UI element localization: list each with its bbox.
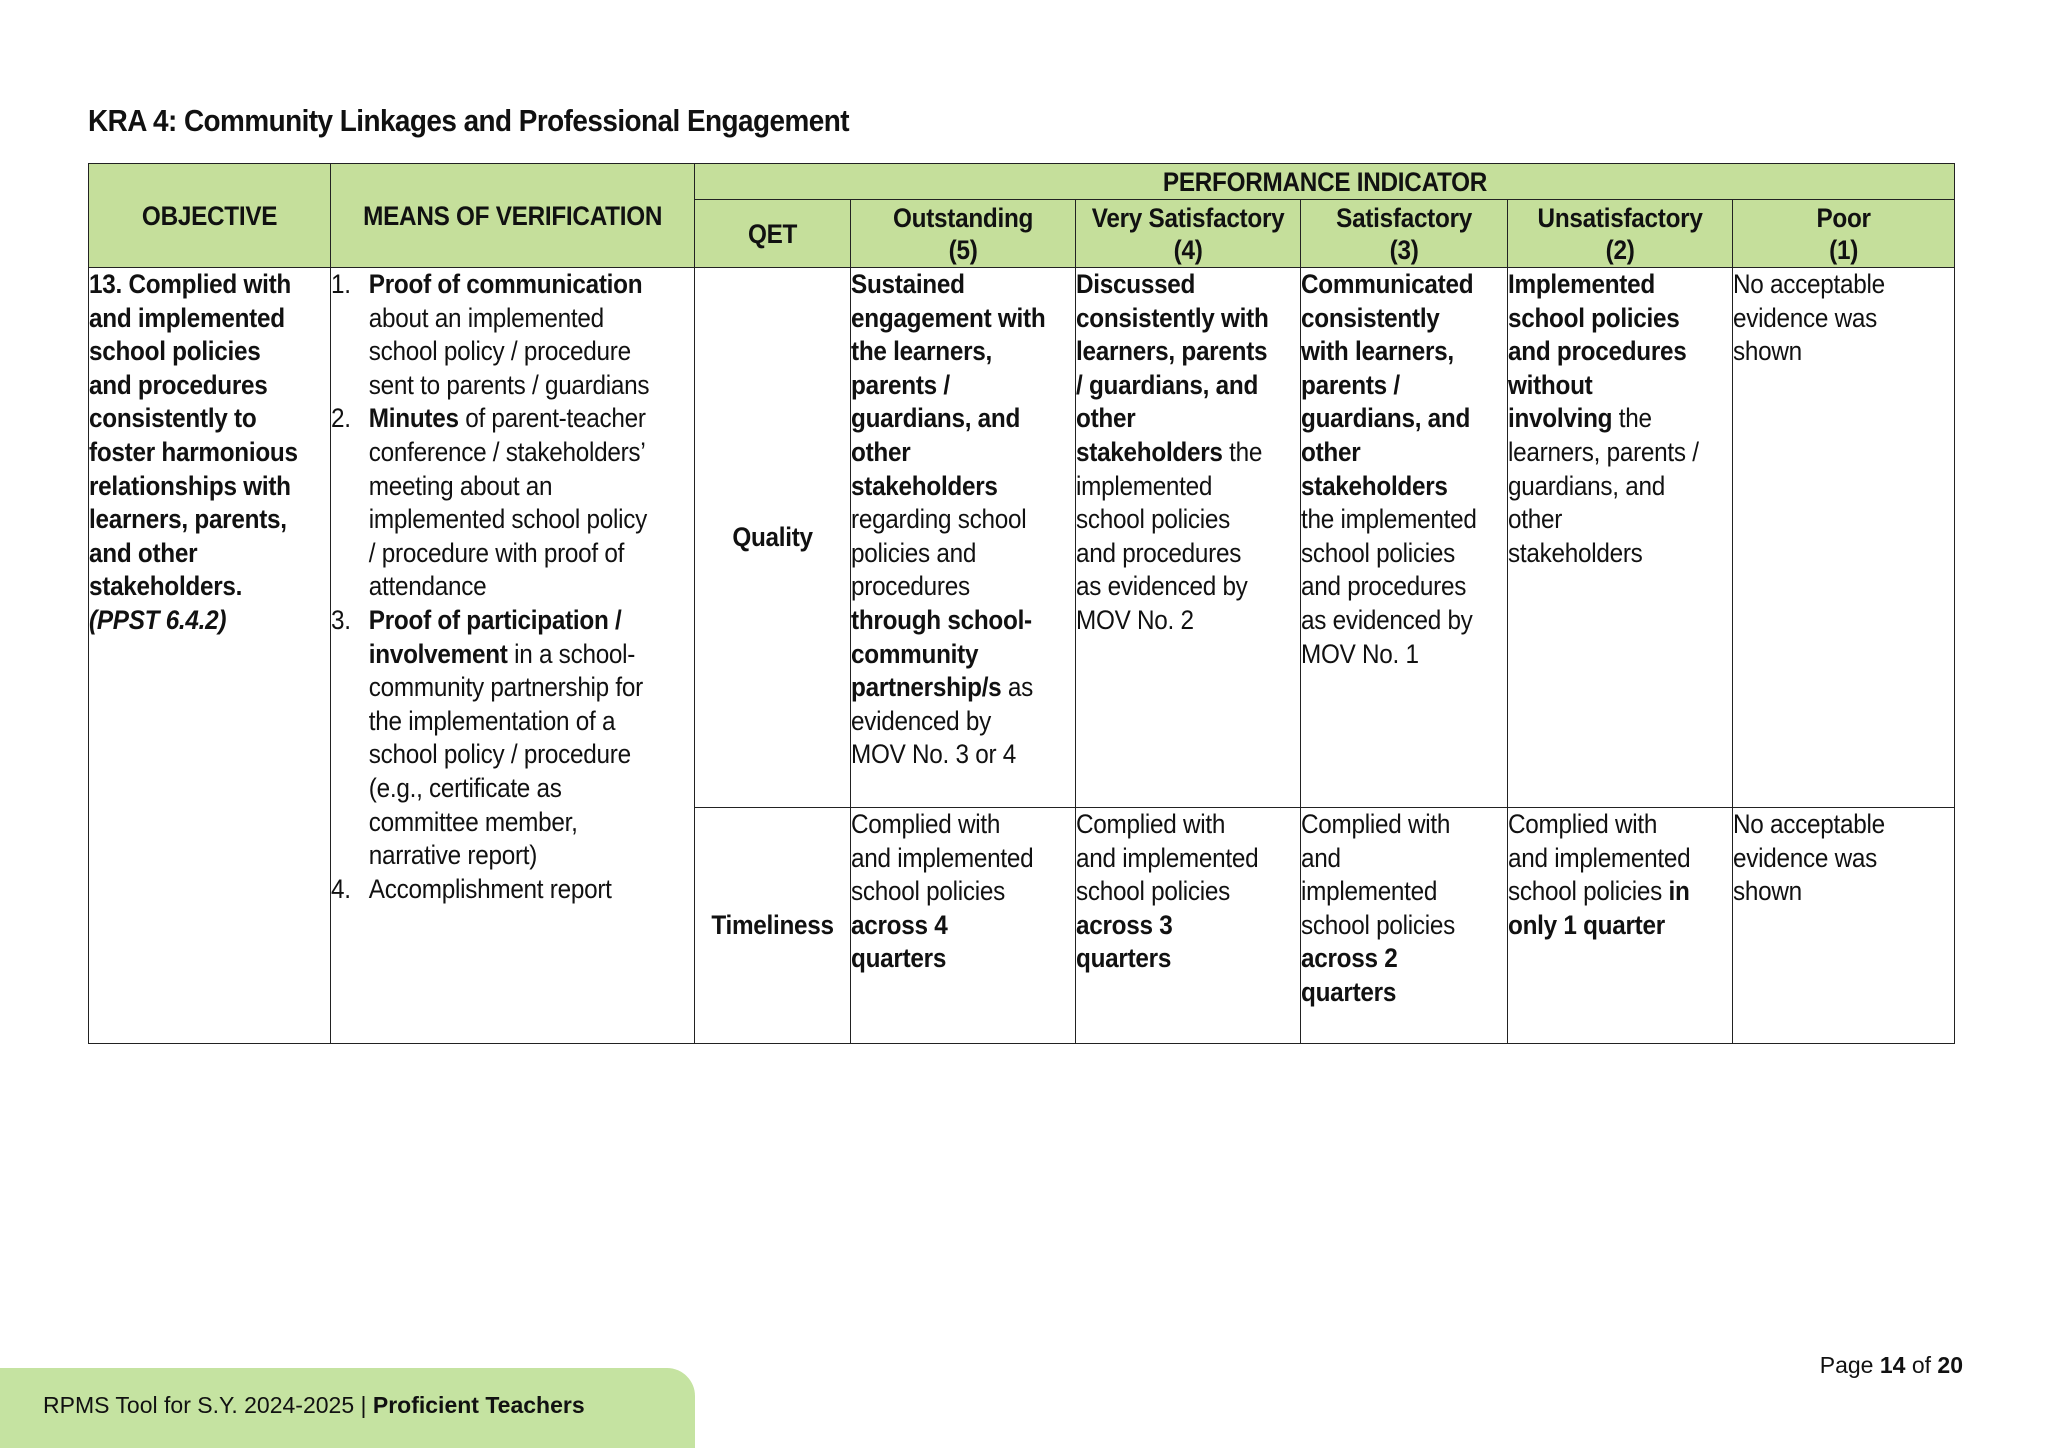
header-level-poor: Poor (1): [1733, 200, 1955, 268]
text-line: the implementation of a: [368, 705, 616, 736]
objective-cell: [89, 268, 331, 1044]
text-line: school policies: [1076, 504, 1230, 535]
text-line: as evidenced by: [1301, 604, 1473, 635]
quality-satisfactory-cell: [1301, 268, 1508, 808]
header-level-very-satisfactory: Very Satisfactory (4): [1076, 200, 1301, 268]
text-line: school policies: [851, 876, 1005, 907]
objective-line: school policies: [89, 336, 261, 367]
objective-line: relationships with: [89, 470, 291, 501]
text-line: and implemented: [1508, 842, 1691, 873]
text-line: school policies in: [1508, 876, 1690, 907]
text-line: and procedures: [1076, 537, 1242, 568]
text-line: school policies: [1301, 537, 1455, 568]
objective-line: and procedures: [89, 369, 268, 400]
objective-ppst-ref: (PPST 6.4.2): [89, 604, 227, 635]
text-line: other: [851, 436, 911, 467]
text-line: MOV No. 2: [1076, 604, 1194, 635]
text-line: with learners,: [1301, 336, 1454, 367]
text-line: school policies: [1076, 876, 1230, 907]
page-total: 20: [1937, 1352, 1963, 1378]
text-line: conference / stakeholders’: [368, 436, 646, 467]
text-line: attendance: [368, 571, 487, 602]
text-line: the learners,: [851, 336, 993, 367]
objective-line: learners, parents,: [89, 504, 287, 535]
text-line: Communicated: [1301, 269, 1474, 299]
text-line: narrative report): [368, 840, 538, 871]
page-current: 14: [1879, 1352, 1906, 1378]
text-line: quarters: [851, 943, 947, 974]
mov-item-text: [369, 402, 647, 604]
text-line: community: [851, 638, 979, 669]
text-line: school policies: [1301, 909, 1455, 940]
objective-line: stakeholders.: [89, 571, 243, 602]
objective-line: consistently to: [89, 403, 257, 434]
quality-outstanding-cell: [851, 268, 1076, 808]
text-line: MOV No. 1: [1301, 638, 1419, 669]
text-line: consistently: [1301, 302, 1440, 333]
text-line: committee member,: [368, 806, 578, 837]
text-line: school policies: [1508, 302, 1680, 333]
text-line: shown: [1733, 336, 1802, 367]
text-line: evidenced by: [851, 705, 991, 736]
mov-item-text: [369, 873, 612, 907]
text-line: / procedure with proof of: [368, 537, 625, 568]
footer-audience-label: Proficient Teachers: [372, 1392, 585, 1418]
header-means-of-verification: MEANS OF VERIFICATION: [331, 164, 695, 268]
text-line: implemented: [1076, 470, 1213, 501]
rubric-table: [88, 163, 1955, 1044]
mov-item: [331, 873, 694, 907]
text-line: and: [1301, 842, 1341, 873]
text-line: school policy / procedure: [368, 739, 631, 770]
text-line: other: [1076, 403, 1136, 434]
footer-tool-label: RPMS Tool for S.Y. 2024-2025 |: [43, 1392, 373, 1418]
text-line: guardians, and: [1301, 403, 1471, 434]
text-line: Complied with: [1076, 809, 1226, 839]
mov-item-number: 2.: [331, 403, 351, 434]
text-line: stakeholders the: [1076, 436, 1263, 467]
quality-poor-cell: [1733, 268, 1955, 808]
timeliness-very-satisfactory-cell: [1076, 808, 1301, 1044]
text-line: Accomplishment report: [368, 873, 612, 904]
mov-list: [331, 268, 694, 906]
text-line: and implemented: [851, 842, 1034, 873]
text-line: evidence was: [1733, 842, 1877, 873]
text-line: and implemented: [1076, 842, 1259, 873]
objective-text: [89, 268, 330, 604]
header-level-satisfactory: Satisfactory (3): [1301, 200, 1508, 268]
text-line: only 1 quarter: [1508, 909, 1665, 940]
text-line: Minutes of parent-teacher: [368, 403, 646, 434]
text-line: sent to parents / guardians: [368, 369, 650, 400]
text-line: across 4: [851, 909, 948, 940]
text-line: about an implemented: [368, 302, 604, 333]
text-line: shown: [1733, 876, 1802, 907]
quality-very-satisfactory-cell: [1076, 268, 1301, 808]
text-line: (e.g., certificate as: [368, 772, 562, 803]
mov-cell: [331, 268, 695, 1044]
text-line: Implemented: [1508, 269, 1655, 299]
text-line: across 2: [1301, 943, 1398, 974]
kra-title: KRA 4: Community Linkages and Professional Engagement: [88, 103, 849, 138]
text-line: No acceptable: [1733, 809, 1885, 839]
text-line: guardians, and: [1508, 470, 1666, 501]
timeliness-outstanding-cell: [851, 808, 1076, 1044]
timeliness-satisfactory-cell: [1301, 808, 1508, 1044]
qet-timeliness: Timeliness: [695, 808, 851, 1044]
header-qet: QET: [695, 200, 851, 268]
text-line: and procedures: [1508, 336, 1687, 367]
text-line: Complied with: [1301, 809, 1451, 839]
text-line: Complied with: [1508, 809, 1658, 839]
text-line: MOV No. 3 or 4: [851, 739, 1017, 770]
header-performance-indicator: PERFORMANCE INDICATOR: [695, 164, 1955, 200]
text-line: quarters: [1076, 943, 1172, 974]
text-line: across 3: [1076, 909, 1173, 940]
objective-line: and implemented: [89, 302, 285, 333]
page-number: Page 14 of 20: [1819, 1352, 1963, 1378]
text-line: engagement with: [851, 302, 1046, 333]
mov-item: [331, 268, 694, 402]
header-objective: OBJECTIVE: [89, 164, 331, 268]
rubric-table-wrapper: [88, 163, 1955, 1044]
text-line: community partnership for: [368, 672, 643, 703]
header-level-unsatisfactory: Unsatisfactory (2): [1508, 200, 1733, 268]
text-line: the implemented: [1301, 504, 1477, 535]
qet-quality: Quality: [695, 268, 851, 808]
text-line: consistently with: [1076, 302, 1269, 333]
mov-item-text: [369, 268, 649, 402]
text-line: and procedures: [1301, 571, 1467, 602]
text-line: other: [1301, 436, 1361, 467]
text-line: stakeholders: [1508, 537, 1643, 568]
text-line: involving the: [1508, 403, 1652, 434]
mov-item-number: 3.: [331, 604, 351, 635]
text-line: procedures: [851, 571, 970, 602]
timeliness-unsatisfactory-cell: [1508, 808, 1733, 1044]
objective-line: foster harmonious: [89, 436, 298, 467]
mov-item-text: [369, 604, 643, 873]
text-line: learners, parents /: [1508, 436, 1699, 467]
text-line: learners, parents: [1076, 336, 1268, 367]
text-line: policies and: [851, 537, 977, 568]
text-line: / guardians, and: [1076, 369, 1259, 400]
text-line: Proof of communication: [368, 269, 643, 299]
mov-item: [331, 402, 694, 604]
header-level-outstanding: Outstanding (5): [851, 200, 1076, 268]
text-line: involvement in a school-: [368, 638, 636, 669]
text-line: partnership/s as: [851, 672, 1034, 703]
text-line: Sustained: [851, 269, 965, 299]
text-line: parents /: [851, 369, 950, 400]
quality-unsatisfactory-cell: [1508, 268, 1733, 808]
mov-item-number: 1.: [331, 269, 351, 299]
text-line: implemented school policy: [368, 504, 648, 535]
text-line: school policy / procedure: [368, 336, 631, 367]
text-line: Complied with: [851, 809, 1001, 839]
text-line: regarding school: [851, 504, 1027, 535]
text-line: No acceptable: [1733, 269, 1885, 299]
text-line: stakeholders: [851, 470, 998, 501]
text-line: Proof of participation /: [368, 604, 622, 635]
text-line: implemented: [1301, 876, 1438, 907]
text-line: stakeholders: [1301, 470, 1448, 501]
text-line: as evidenced by: [1076, 571, 1248, 602]
text-line: meeting about an: [368, 470, 553, 501]
objective-line: and other: [89, 537, 198, 568]
footer-text: [43, 1392, 585, 1419]
text-line: other: [1508, 504, 1563, 535]
text-line: through school-: [851, 604, 1032, 635]
mov-item: [331, 604, 694, 873]
text-line: without: [1508, 369, 1593, 400]
text-line: Discussed: [1076, 269, 1196, 299]
text-line: quarters: [1301, 976, 1397, 1007]
text-line: parents /: [1301, 369, 1400, 400]
timeliness-poor-cell: [1733, 808, 1955, 1044]
text-line: evidence was: [1733, 302, 1877, 333]
objective-line: 13. Complied with: [89, 269, 291, 299]
mov-item-number: 4.: [331, 873, 351, 904]
text-line: guardians, and: [851, 403, 1021, 434]
